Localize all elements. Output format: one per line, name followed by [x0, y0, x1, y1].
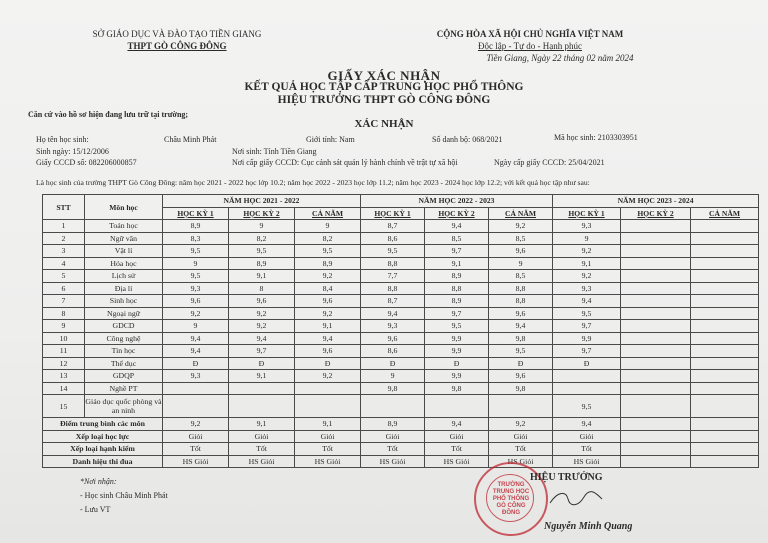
- table-row: [43, 370, 759, 383]
- table-row: [43, 332, 759, 345]
- term-header: HỌC KỲ 1: [361, 207, 425, 220]
- grade-cell: 9,9: [553, 332, 621, 345]
- summary-label: Xếp loại học lực: [43, 430, 163, 443]
- row-stt: 13: [43, 370, 85, 383]
- grade-cell: 9,6: [489, 245, 553, 258]
- table-row: [43, 320, 759, 333]
- grade-cell: [489, 395, 553, 418]
- grade-cell: [621, 332, 691, 345]
- summary-cell: HS Giỏi: [489, 455, 553, 468]
- grade-cell: 9,8: [489, 332, 553, 345]
- grade-cell: Đ: [295, 357, 361, 370]
- term-header: CẢ NĂM: [691, 207, 759, 220]
- grade-cell: 9,1: [229, 370, 295, 383]
- summary-cell: Giỏi: [361, 430, 425, 443]
- grade-cell: [621, 270, 691, 283]
- summary-label: Xếp loại hạnh kiểm: [43, 443, 163, 456]
- grade-cell: Đ: [425, 357, 489, 370]
- summary-cell: Tốt: [425, 443, 489, 456]
- grade-cell: [691, 245, 759, 258]
- confirm-heading: XÁC NHẬN: [354, 118, 414, 130]
- row-subject: Nghề PT: [85, 382, 163, 395]
- summary-cell: Giỏi: [489, 430, 553, 443]
- grade-cell: Đ: [489, 357, 553, 370]
- grade-cell: [691, 382, 759, 395]
- grade-cell: 9,1: [295, 320, 361, 333]
- table-row: [43, 382, 759, 395]
- summary-cell: Giỏi: [553, 430, 621, 443]
- grade-cell: [621, 220, 691, 233]
- grade-cell: [621, 295, 691, 308]
- summary-cell: Tốt: [229, 443, 295, 456]
- table-row: [43, 357, 759, 370]
- grade-cell: [621, 357, 691, 370]
- row-stt: 2: [43, 232, 85, 245]
- national-title: CỘNG HÒA XÃ HỘI CHỦ NGHĨA VIỆT NAM: [436, 29, 624, 39]
- grade-cell: [295, 395, 361, 418]
- issue-date: Tiền Giang, Ngày 22 tháng 02 năm 2024: [486, 53, 634, 63]
- grade-cell: 9,5: [553, 395, 621, 418]
- summary-cell: Giỏi: [295, 430, 361, 443]
- grade-cell: 9,2: [295, 270, 361, 283]
- grade-cell: [691, 270, 759, 283]
- student-gender: Giới tính: Nam: [306, 135, 355, 144]
- grade-cell: 8,5: [489, 270, 553, 283]
- term-header: HỌC KỲ 2: [621, 207, 691, 220]
- grade-cell: [621, 245, 691, 258]
- grade-cell: [425, 395, 489, 418]
- grade-cell: 8,8: [489, 295, 553, 308]
- table-row: [43, 295, 759, 308]
- doc-title: GIẤY XÁC NHẬN: [327, 68, 441, 83]
- grade-cell: 9: [229, 220, 295, 233]
- grade-cell: Đ: [361, 357, 425, 370]
- grade-cell: 9,9: [425, 332, 489, 345]
- student-dob: Sinh ngày: 15/12/2006: [36, 147, 109, 156]
- summary-cell: HS Giỏi: [229, 455, 295, 468]
- doc-subtitle: KẾT QUẢ HỌC TẬP CẤP TRUNG HỌC PHỔ THÔNG: [244, 81, 524, 93]
- grade-cell: 9,4: [163, 345, 229, 358]
- grade-cell: [691, 220, 759, 233]
- grade-cell: [621, 345, 691, 358]
- student-id: Mã học sinh: 2103303951: [554, 133, 638, 142]
- summary-cell: [621, 443, 691, 456]
- term-header: HỌC KỲ 2: [229, 207, 295, 220]
- grade-cell: 9,6: [489, 370, 553, 383]
- row-subject: Tin học: [85, 345, 163, 358]
- recipient-1: - Học sinh Châu Minh Phát: [80, 491, 168, 500]
- grade-cell: 9: [361, 370, 425, 383]
- grade-cell: 8,8: [425, 282, 489, 295]
- student-birthplace: Nơi sinh: Tỉnh Tiền Giang: [232, 147, 317, 156]
- grade-cell: 9,6: [489, 307, 553, 320]
- grade-cell: [621, 282, 691, 295]
- col-stt: STT: [43, 195, 85, 220]
- row-subject: Ngoại ngữ: [85, 307, 163, 320]
- grade-cell: [621, 370, 691, 383]
- row-subject: Giáo dục quốc phòng và an ninh: [85, 395, 163, 418]
- grade-cell: [691, 395, 759, 418]
- grade-cell: [691, 320, 759, 333]
- row-stt: 12: [43, 357, 85, 370]
- grade-cell: [691, 370, 759, 383]
- summary-cell: Tốt: [163, 443, 229, 456]
- grade-cell: 8: [229, 282, 295, 295]
- row-stt: 10: [43, 332, 85, 345]
- row-stt: 6: [43, 282, 85, 295]
- row-subject: Thể dục: [85, 357, 163, 370]
- summary-label: Điểm trung bình các môn: [43, 418, 163, 431]
- row-subject: Lịch sử: [85, 270, 163, 283]
- grade-cell: 9,5: [361, 245, 425, 258]
- grade-cell: 9,3: [553, 220, 621, 233]
- grade-cell: 8,5: [425, 232, 489, 245]
- table-row: [43, 307, 759, 320]
- year-header-3: NĂM HỌC 2023 - 2024: [553, 195, 759, 208]
- summary-cell: [691, 455, 759, 468]
- grade-cell: 9,1: [553, 257, 621, 270]
- grade-cell: 9,7: [425, 245, 489, 258]
- grade-cell: 8,2: [295, 232, 361, 245]
- grade-cell: 9,3: [163, 282, 229, 295]
- grade-cell: [691, 257, 759, 270]
- grade-cell: Đ: [163, 357, 229, 370]
- grade-cell: 8,9: [229, 257, 295, 270]
- grade-cell: 7,7: [361, 270, 425, 283]
- grade-cell: 9,3: [361, 320, 425, 333]
- grade-cell: 9,6: [295, 345, 361, 358]
- grade-cell: [553, 382, 621, 395]
- row-subject: Sinh học: [85, 295, 163, 308]
- grade-cell: 9,9: [425, 345, 489, 358]
- grade-cell: 9,2: [229, 307, 295, 320]
- summary-cell: HS Giỏi: [553, 455, 621, 468]
- term-header: HỌC KỲ 2: [425, 207, 489, 220]
- row-subject: Công nghệ: [85, 332, 163, 345]
- summary-cell: Giỏi: [163, 430, 229, 443]
- summary-cell: HS Giỏi: [163, 455, 229, 468]
- summary-row: [43, 430, 759, 443]
- grade-cell: [621, 307, 691, 320]
- grade-cell: 9,8: [425, 382, 489, 395]
- row-stt: 9: [43, 320, 85, 333]
- grade-cell: 9,9: [425, 370, 489, 383]
- row-stt: 5: [43, 270, 85, 283]
- student-name: Châu Minh Phát: [164, 135, 217, 144]
- grade-cell: 9: [163, 257, 229, 270]
- summary-cell: 9,2: [489, 418, 553, 431]
- row-stt: 15: [43, 395, 85, 418]
- row-subject: Hóa học: [85, 257, 163, 270]
- row-stt: 3: [43, 245, 85, 258]
- grade-cell: 9: [163, 320, 229, 333]
- grade-cell: 9,5: [425, 320, 489, 333]
- student-cccd-date: Ngày cấp giấy CCCD: 25/04/2021: [494, 158, 605, 167]
- grade-cell: 9,1: [229, 270, 295, 283]
- summary-cell: Giỏi: [425, 430, 489, 443]
- student-cccd: Giấy CCCD số: 082206000857: [36, 158, 137, 167]
- grade-cell: 8,5: [489, 232, 553, 245]
- grade-cell: [691, 357, 759, 370]
- doc-authority: HIỆU TRƯỞNG THPT GÒ CÔNG ĐÔNG: [277, 94, 491, 106]
- grade-cell: 9,4: [489, 320, 553, 333]
- term-header: CẢ NĂM: [489, 207, 553, 220]
- grade-cell: 9,3: [553, 282, 621, 295]
- summary-cell: [691, 443, 759, 456]
- grade-cell: 8,8: [489, 282, 553, 295]
- summary-row: [43, 455, 759, 468]
- summary-cell: HS Giỏi: [361, 455, 425, 468]
- summary-cell: [621, 418, 691, 431]
- grade-cell: [691, 232, 759, 245]
- grade-cell: 8,8: [361, 257, 425, 270]
- summary-cell: HS Giỏi: [425, 455, 489, 468]
- grade-cell: 9,8: [361, 382, 425, 395]
- grade-cell: [163, 395, 229, 418]
- summary-cell: 9,4: [553, 418, 621, 431]
- grade-cell: 9,6: [295, 295, 361, 308]
- grade-cell: Đ: [229, 357, 295, 370]
- signer-name: Nguyễn Minh Quang: [544, 521, 633, 532]
- grade-cell: 8,6: [361, 232, 425, 245]
- basis-text: Căn cứ vào hồ sơ hiện đang lưu trữ tại trường;: [28, 110, 189, 119]
- year-header-2: NĂM HỌC 2022 - 2023: [361, 195, 553, 208]
- table-row: [43, 395, 759, 418]
- table-row: [43, 232, 759, 245]
- issuer-school: THPT GÒ CÔNG ĐÔNG: [127, 41, 227, 51]
- issuer-department: SỞ GIÁO DỤC VÀ ĐÀO TẠO TIỀN GIANG: [92, 29, 262, 39]
- grade-cell: 8,9: [425, 295, 489, 308]
- summary-cell: 9,1: [229, 418, 295, 431]
- grade-cell: 9,2: [295, 370, 361, 383]
- grade-cell: 9,2: [553, 245, 621, 258]
- grade-cell: 9,2: [295, 307, 361, 320]
- grade-cell: [621, 232, 691, 245]
- grade-cell: 8,7: [361, 295, 425, 308]
- grade-cell: 9,8: [489, 382, 553, 395]
- grade-cell: 9,7: [553, 345, 621, 358]
- recipients-label: *Nơi nhận:: [80, 477, 117, 486]
- grades-table: [42, 194, 759, 468]
- row-subject: Toán học: [85, 220, 163, 233]
- grade-cell: [621, 382, 691, 395]
- grade-cell: 9,3: [163, 370, 229, 383]
- row-stt: 8: [43, 307, 85, 320]
- table-row: [43, 245, 759, 258]
- student-name-label: Họ tên học sinh:: [36, 135, 89, 144]
- grade-cell: 8,6: [361, 345, 425, 358]
- grade-cell: 9,5: [229, 245, 295, 258]
- row-stt: 14: [43, 382, 85, 395]
- table-row: [43, 257, 759, 270]
- summary-cell: 9,2: [163, 418, 229, 431]
- row-subject: Địa lí: [85, 282, 163, 295]
- grade-cell: 8,8: [361, 282, 425, 295]
- summary-cell: Tốt: [489, 443, 553, 456]
- summary-cell: Tốt: [361, 443, 425, 456]
- grade-cell: 8,3: [163, 232, 229, 245]
- grade-cell: 9,5: [553, 307, 621, 320]
- signature-mark: [548, 487, 604, 509]
- grade-cell: 9,4: [425, 220, 489, 233]
- grade-cell: [163, 382, 229, 395]
- summary-cell: Tốt: [295, 443, 361, 456]
- summary-label: Danh hiệu thi đua: [43, 455, 163, 468]
- summary-row: [43, 418, 759, 431]
- grade-cell: 9,4: [553, 295, 621, 308]
- signer-title: HIỆU TRƯỞNG: [530, 472, 603, 483]
- grade-cell: [229, 395, 295, 418]
- row-stt: 7: [43, 295, 85, 308]
- grade-cell: 9,1: [425, 257, 489, 270]
- term-header: CẢ NĂM: [295, 207, 361, 220]
- grade-cell: 8,9: [425, 270, 489, 283]
- grade-cell: 9,6: [361, 332, 425, 345]
- row-subject: GDQP: [85, 370, 163, 383]
- recipient-2: - Lưu VT: [80, 505, 111, 514]
- summary-cell: 9,4: [425, 418, 489, 431]
- term-header: HỌC KỲ 1: [553, 207, 621, 220]
- student-roll-number: Số danh bộ: 068/2021: [432, 135, 503, 144]
- grade-cell: 9,4: [361, 307, 425, 320]
- grade-cell: 9,7: [425, 307, 489, 320]
- grade-cell: [691, 282, 759, 295]
- summary-cell: Giỏi: [229, 430, 295, 443]
- grade-cell: 8,4: [295, 282, 361, 295]
- grade-cell: 9,2: [489, 220, 553, 233]
- grade-cell: 9,5: [489, 345, 553, 358]
- grade-cell: [691, 307, 759, 320]
- grade-cell: 9,2: [229, 320, 295, 333]
- year-header-1: NĂM HỌC 2021 - 2022: [163, 195, 361, 208]
- grade-cell: 9,2: [163, 307, 229, 320]
- summary-cell: Tốt: [553, 443, 621, 456]
- summary-cell: 9,1: [295, 418, 361, 431]
- grade-cell: 8,9: [295, 257, 361, 270]
- student-statement: Là học sinh của trường THPT Gò Công Đông: năm học 2021 - 2022 học lớp 10.2; năm học 2022 - 2023 học lớp 11.2; năm học 2023 - 2024 học lớp 12.2; với kết quả học tập như sau:: [36, 178, 590, 187]
- grade-cell: 9,4: [295, 332, 361, 345]
- grade-cell: 8,7: [361, 220, 425, 233]
- summary-row: [43, 443, 759, 456]
- summary-cell: 8,9: [361, 418, 425, 431]
- row-subject: Vật lí: [85, 245, 163, 258]
- grade-cell: [361, 395, 425, 418]
- grade-cell: [621, 257, 691, 270]
- grade-cell: [229, 382, 295, 395]
- table-row: [43, 270, 759, 283]
- national-motto: Độc lập - Tự do - Hạnh phúc: [478, 41, 582, 51]
- grades-body: [43, 220, 759, 468]
- term-header: HỌC KỲ 1: [163, 207, 229, 220]
- summary-cell: [691, 418, 759, 431]
- school-stamp: TRƯỜNG TRUNG HỌC PHỔ THÔNG GÒ CÔNG ĐÔNG: [474, 462, 548, 536]
- summary-cell: [621, 455, 691, 468]
- grade-cell: 9,4: [163, 332, 229, 345]
- row-stt: 4: [43, 257, 85, 270]
- row-subject: Ngữ văn: [85, 232, 163, 245]
- row-subject: GDCD: [85, 320, 163, 333]
- row-stt: 11: [43, 345, 85, 358]
- grade-cell: 9,5: [295, 245, 361, 258]
- table-row: [43, 345, 759, 358]
- grade-cell: [691, 332, 759, 345]
- summary-cell: HS Giỏi: [295, 455, 361, 468]
- table-row: [43, 282, 759, 295]
- grade-cell: Đ: [553, 357, 621, 370]
- summary-cell: [691, 430, 759, 443]
- grade-cell: [295, 382, 361, 395]
- student-cccd-place: Nơi cấp giấy CCCD: Cục cảnh sát quản lý hành chính về trật tự xã hội: [232, 158, 458, 167]
- grade-cell: 9,5: [163, 270, 229, 283]
- grade-cell: 9,4: [229, 332, 295, 345]
- grade-cell: [553, 370, 621, 383]
- grade-cell: [691, 295, 759, 308]
- grade-cell: [691, 345, 759, 358]
- row-stt: 1: [43, 220, 85, 233]
- col-subject: Môn học: [85, 195, 163, 220]
- grade-cell: 9,6: [163, 295, 229, 308]
- grade-cell: 9,7: [553, 320, 621, 333]
- grade-cell: [621, 320, 691, 333]
- table-row: [43, 220, 759, 233]
- grade-cell: 8,9: [163, 220, 229, 233]
- grade-cell: 9,7: [229, 345, 295, 358]
- grade-cell: 9: [489, 257, 553, 270]
- grade-cell: 9,2: [553, 270, 621, 283]
- grade-cell: [621, 395, 691, 418]
- summary-cell: [621, 430, 691, 443]
- grade-cell: 9: [553, 232, 621, 245]
- grade-cell: 8,2: [229, 232, 295, 245]
- grade-cell: 9: [295, 220, 361, 233]
- grade-cell: 9,5: [163, 245, 229, 258]
- grade-cell: 9,6: [229, 295, 295, 308]
